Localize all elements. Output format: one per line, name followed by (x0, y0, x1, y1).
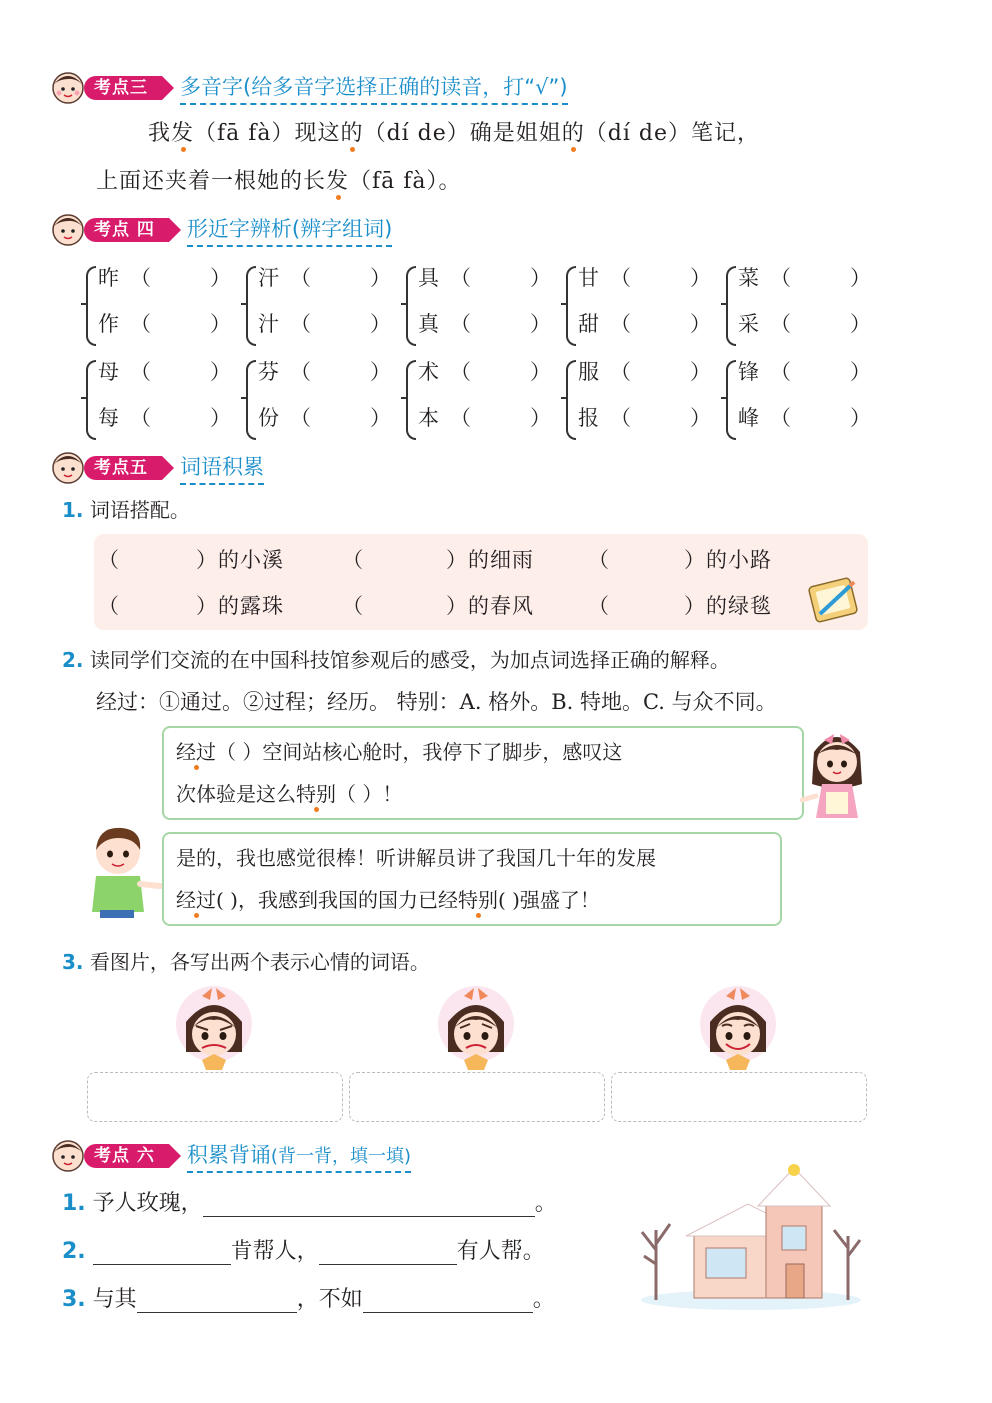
title-sub: (背一背，填一填) (270, 1146, 411, 1167)
text: 我 (148, 121, 172, 146)
girl-speech-line-1 (176, 736, 622, 765)
notebook-pencil-icon (806, 574, 864, 632)
dotted-char: 的 (561, 121, 585, 146)
dotted-word: 特别 (457, 888, 498, 912)
char-bottom: 峰 (738, 406, 759, 430)
char-bottom: 汁 (258, 312, 279, 336)
question-1 (62, 494, 190, 523)
question-text: 读同学们交流的在中国科技馆参观后的感受，为加点词选择正确的解释。 (89, 648, 730, 672)
text: 肯帮人， (230, 1239, 319, 1264)
paren-close: ） (690, 266, 711, 290)
section-tag: 考点 四 (84, 218, 169, 242)
answer-box-2[interactable] (349, 1072, 605, 1122)
dotted-word: 特别 (296, 782, 336, 806)
paren-close: ） (850, 406, 871, 430)
dotted-char: 发 (326, 169, 350, 194)
happy-girl-face-icon (696, 982, 780, 1072)
text: （fā fà）。 (349, 169, 462, 194)
section-tag: 考点三 (84, 76, 162, 100)
question-2 (62, 644, 730, 673)
paren-open[interactable]: （ (98, 594, 119, 618)
char-pair (726, 356, 871, 444)
section-title: 词语积累 (180, 451, 264, 485)
char-bottom: 每 (98, 406, 119, 430)
text: 予人玫瑰， (92, 1191, 203, 1216)
paren-close: ） (530, 312, 551, 336)
girl-speech-line-2 (176, 778, 402, 807)
paren-open[interactable]: （ (588, 548, 609, 572)
question-number: 2. (62, 1239, 86, 1264)
brace (726, 266, 736, 346)
text: （ ）空间站核心舱时，我停下了脚步，感叹这 (216, 740, 623, 764)
section-header-6 (50, 1138, 411, 1174)
paren-open[interactable]: （ (770, 406, 791, 430)
char-pair (406, 356, 551, 444)
char-bottom: 甜 (578, 312, 599, 336)
char-pair (86, 262, 231, 350)
boy-character-illustration (82, 820, 162, 924)
dotted-word: 经过 (176, 888, 216, 912)
text: 。 (532, 1287, 555, 1312)
brace (406, 360, 416, 440)
paren-close: ） (690, 406, 711, 430)
char-top: 芬 (258, 360, 279, 384)
paren-close: ） (210, 312, 231, 336)
dotted-char: 的 (340, 121, 364, 146)
text: （dí de）笔记， (584, 121, 761, 146)
paren-open[interactable]: （ (130, 406, 151, 430)
char-pair (246, 262, 391, 350)
char-top: 汗 (258, 266, 279, 290)
fill-blank[interactable] (137, 1286, 297, 1313)
question-text: 词语搭配。 (89, 498, 190, 522)
paren-close: ） (530, 360, 551, 384)
text: 。 (534, 1191, 557, 1216)
paren-open[interactable]: （ (610, 360, 631, 384)
paren-open[interactable]: （ (290, 266, 311, 290)
paren-close: ） (370, 406, 391, 430)
paren-open[interactable]: （ (290, 406, 311, 430)
definitions: 经过：①通过。②过程；经历。 特别：A. 格外。B. 特地。C. 与众不同。 (96, 690, 777, 714)
boy-speech-line-1: 是的，我也感觉很棒！听讲解员讲了我国几十年的发展 (176, 846, 656, 870)
paren-open[interactable]: （ (130, 312, 151, 336)
char-top: 甘 (578, 266, 599, 290)
paren-open[interactable]: （ (290, 312, 311, 336)
paren-close: ） (530, 266, 551, 290)
answer-box-3[interactable] (611, 1072, 867, 1122)
paren-open[interactable]: （ (450, 266, 471, 290)
paren-open[interactable]: （ (588, 594, 609, 618)
question-number: 2. (62, 648, 84, 672)
question-number: 1. (62, 498, 84, 522)
char-bottom: 报 (578, 406, 599, 430)
dotted-word: 经过 (176, 740, 216, 764)
char-top: 菜 (738, 266, 759, 290)
question-number: 1. (62, 1191, 86, 1216)
fill-blank[interactable] (93, 1238, 231, 1265)
text: （dí de）确是姐姐 (363, 121, 562, 146)
section-title (187, 1139, 411, 1173)
paren-open[interactable]: （ (610, 312, 631, 336)
char-bottom: 作 (98, 312, 119, 336)
recite-line-2 (62, 1234, 545, 1265)
text: ( )强盛了！ (497, 888, 600, 912)
section-tag: 考点 六 (84, 1144, 169, 1168)
paren-open[interactable]: （ (770, 266, 791, 290)
boy-speech-line-2 (176, 884, 600, 913)
char-top: 具 (418, 266, 439, 290)
answer-box-1[interactable] (87, 1072, 343, 1122)
dotted-char: 发 (171, 121, 195, 146)
paren-open[interactable]: （ (770, 360, 791, 384)
char-pair (406, 262, 551, 350)
fill-blank[interactable] (203, 1190, 535, 1217)
char-bottom: 采 (738, 312, 759, 336)
section-title: 形近字辨析(辨字组词) (187, 213, 392, 247)
section-header-4 (50, 212, 392, 248)
fill-blank[interactable] (363, 1286, 533, 1313)
paren-open[interactable]: （ (450, 406, 471, 430)
word-match-item: ）的小路 (684, 548, 772, 572)
char-top: 昨 (98, 266, 119, 290)
paren-close: ） (370, 266, 391, 290)
recite-line-1 (62, 1186, 557, 1217)
paren-close: ） (850, 266, 871, 290)
paren-open[interactable]: （ (450, 312, 471, 336)
char-bottom: 份 (258, 406, 279, 430)
paren-open[interactable]: （ (770, 312, 791, 336)
question-number: 3. (62, 950, 84, 974)
char-top: 母 (98, 360, 119, 384)
paren-open[interactable]: （ (98, 548, 119, 572)
char-top: 术 (418, 360, 439, 384)
word-match-item: ）的绿毯 (684, 594, 772, 618)
paren-open[interactable]: （ (130, 266, 151, 290)
paren-open[interactable]: （ (450, 360, 471, 384)
char-bottom: 本 (418, 406, 439, 430)
text: 上面还夹着一根她的长 (96, 169, 327, 194)
section-title: 多音字(给多音字选择正确的读音，打“√”) (180, 71, 568, 105)
paren-close: ） (210, 406, 231, 430)
char-bottom: 真 (418, 312, 439, 336)
winter-house-illustration (636, 1160, 866, 1314)
paren-close: ） (370, 312, 391, 336)
brace (86, 360, 96, 440)
paren-open[interactable]: （ (290, 360, 311, 384)
paren-open[interactable]: （ (342, 548, 363, 572)
brace (566, 360, 576, 440)
polyphone-line-1 (148, 116, 760, 147)
text: ( )，我感到我国的国力已经 (216, 888, 458, 912)
paren-close: ） (690, 312, 711, 336)
paren-close: ） (850, 312, 871, 336)
word-match-item: ）的小溪 (196, 548, 284, 572)
brace (726, 360, 736, 440)
char-pair (566, 262, 711, 350)
text: （fā fà）现这 (194, 121, 341, 146)
polyphone-line-2 (96, 164, 462, 195)
paren-open[interactable]: （ (610, 406, 631, 430)
text: ，不如 (296, 1287, 363, 1312)
fill-blank[interactable] (319, 1238, 457, 1265)
text: 次体验是这么 (176, 782, 296, 806)
question-text: 看图片，各写出两个表示心情的词语。 (89, 950, 430, 974)
char-pair (86, 356, 231, 444)
text: 有人帮。 (456, 1239, 545, 1264)
word-match-item: ）的露珠 (196, 594, 284, 618)
paren-close: ） (370, 360, 391, 384)
paren-open[interactable]: （ (610, 266, 631, 290)
girl-character-illustration (800, 722, 874, 826)
char-pair (566, 356, 711, 444)
angry-girl-face-icon (172, 982, 256, 1072)
text: 与其 (92, 1287, 137, 1312)
paren-close: ） (530, 406, 551, 430)
paren-close: ） (850, 360, 871, 384)
brace (246, 266, 256, 346)
question-3 (62, 946, 430, 975)
char-top: 锋 (738, 360, 759, 384)
brace (86, 266, 96, 346)
char-top: 服 (578, 360, 599, 384)
word-match-item: ）的细雨 (446, 548, 534, 572)
section-header-3 (50, 70, 568, 106)
paren-open[interactable]: （ (130, 360, 151, 384)
section-tag: 考点五 (84, 456, 162, 480)
question-number: 3. (62, 1287, 86, 1312)
brace (406, 266, 416, 346)
paren-close: ） (690, 360, 711, 384)
word-match-item: ）的春风 (446, 594, 534, 618)
section-header-5 (50, 450, 264, 486)
paren-close: ） (210, 360, 231, 384)
title-main: 积累背诵 (186, 1143, 271, 1167)
text: （ ）！ (336, 782, 403, 806)
brace (246, 360, 256, 440)
brace (566, 266, 576, 346)
sad-girl-face-icon (434, 982, 518, 1072)
char-pair (246, 356, 391, 444)
char-pair (726, 262, 871, 350)
paren-open[interactable]: （ (342, 594, 363, 618)
paren-close: ） (210, 266, 231, 290)
recite-line-3 (62, 1282, 555, 1313)
